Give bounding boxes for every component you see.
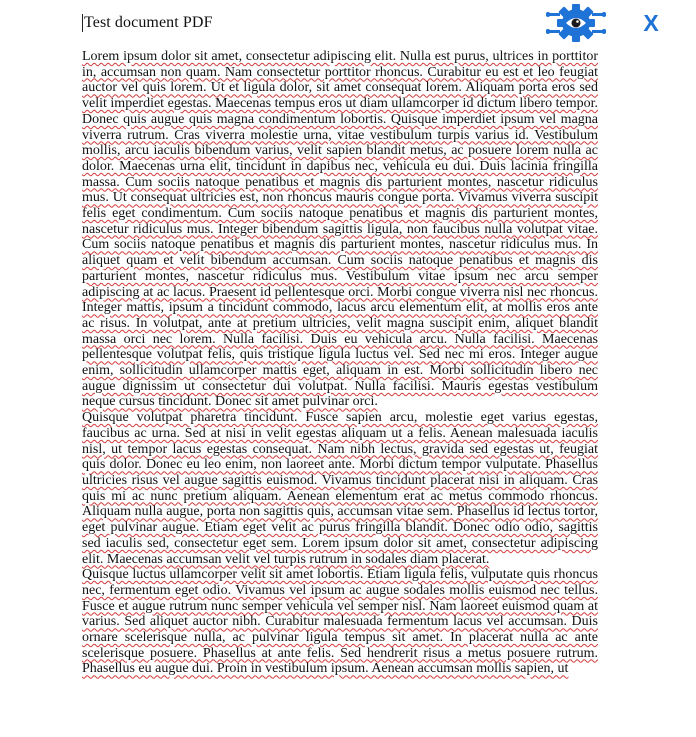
title-bar xyxy=(0,0,696,46)
paragraph: Lorem ipsum dolor sit amet, consectetur adipiscing elit. Nulla est purus, ultrices in porttitor in, accumsan non quam. Nam consectetur porttitor rhoncus. Curabitur eu est et leo feugiat auctor vel quis lorem. Ut et ligula dolor, sit amet consequat lorem. Aliquam porta eros sed velit imperdiet egestas. Maecenas tempus eros ut diam ullamcorper id dictum libero tempor. Donec quis augue quis magna condimentum lobortis. Quisque imperdiet ipsum vel magna viverra rutrum. Cras viverra molestie urna, vitae vestibulum turpis varius id. Vestibulum mollis, arcu iaculis bibendum varius, velit sapien blandit metus, ac posuere lorem nulla ac dolor. Maecenas urna elit, tincidunt in dapibus nec, vehicula eu dui. Duis lacinia fringilla massa. Cum sociis natoque penatibus et magnis dis parturient montes, nascetur ridiculus mus. Ut consequat ultricies est, non rhoncus mauris congue porta. Vivamus viverra suscipit felis eget condimentum. Cum sociis natoque penatibus et magnis dis parturient montes, nascetur ridiculus mus. Integer bibendum sagittis ligula, non faucibus nulla volutpat vitae. Cum sociis natoque penatibus et magnis dis parturient montes, nascetur ridiculus mus. In aliquet quam et velit bibendum accumsan. Cum sociis natoque penatibus et magnis dis parturient montes, nascetur ridiculus mus. Vestibulum vitae ipsum nec arcu semper adipiscing at ac lacus. Praesent id pellentesque orci. Morbi congue viverra nisl nec rhoncus. Integer mattis, ipsum a tincidunt commodo, lacus arcu elementum elit, at mollis eros ante ac risus. In volutpat, ante at pretium ultricies, velit magna suscipit enim, aliquet blandit massa orci nec lorem. Nulla facilisi. Duis eu vehicula arcu. Nulla facilisi. Maecenas pellentesque volutpat felis, quis tristique ligula luctus vel. Sed nec mi eros. Integer augue enim, sollicitudin ullamcorper mattis eget, aliquam in est. Morbi sollicitudin libero nec augue dignissim ut consectetur dui volutpat. Nulla facilisi. Mauris egestas vestibulum neque cursus tincidunt. Donec sit amet pulvinar orci. xyxy=(82,49,598,410)
paragraph: Quisque luctus ullamcorper velit sit amet lobortis. Etiam ligula felis, vulputate quis rhoncus nec, fermentum eget odio. Vivamus vel ipsum ac augue sodales mollis euismod nec tellus. Fusce et augue rutrum nunc semper vehicula vel semper nisl. Nam laoreet euismod quam at varius. Sed aliquet auctor nibh. Curabitur malesuada fermentum lacus vel accumsan. Duis ornare scelerisque nulla, ac pulvinar ligula tempus sit amet. In placerat nulla ac ante scelerisque posuere. Phasellus at ante felis. Sed hendrerit risus a metus posuere rutrum. Phasellus eu augue dui. Proin in vestibulum ipsum. Aenean accumsan mollis sapien, ut xyxy=(82,567,598,677)
settings-button[interactable] xyxy=(546,3,606,43)
document-title: Test document PDF xyxy=(84,14,213,31)
document-body xyxy=(82,49,598,737)
close-icon: X xyxy=(643,10,659,36)
gear-eye-icon xyxy=(546,3,606,43)
close-button[interactable] xyxy=(640,10,662,36)
paragraph: Quisque volutpat pharetra tincidunt. Fusce sapien arcu, molestie eget varius egestas, faucibus ac urna. Sed at nisi in velit egestas aliquam ut a felis. Aenean malesuada iaculis nisl, ut tempor lacus egestas consequat. Nam nibh lectus, gravida sed egestas ut, feugiat quis dolor. Donec eu leo enim, non laoreet ante. Morbi dictum tempor vulputate. Phasellus ultricies risus vel augue sagittis euismod. Vivamus tincidunt placerat nisi in aliquam. Cras quis mi ac nunc pretium aliquam. Aenean elementum erat ac metus commodo rhoncus. Aliquam nulla augue, porta non sagittis quis, accumsan vitae sem. Phasellus id lectus tortor, eget pulvinar augue. Etiam eget velit ac purus fringilla blandit. Donec odio odio, sagittis sed iaculis sed, consectetur eget sem. Lorem ipsum dolor sit amet, consectetur adipiscing elit. Maecenas accumsan velit vel turpis rutrum in sodales diam placerat. xyxy=(82,410,598,567)
